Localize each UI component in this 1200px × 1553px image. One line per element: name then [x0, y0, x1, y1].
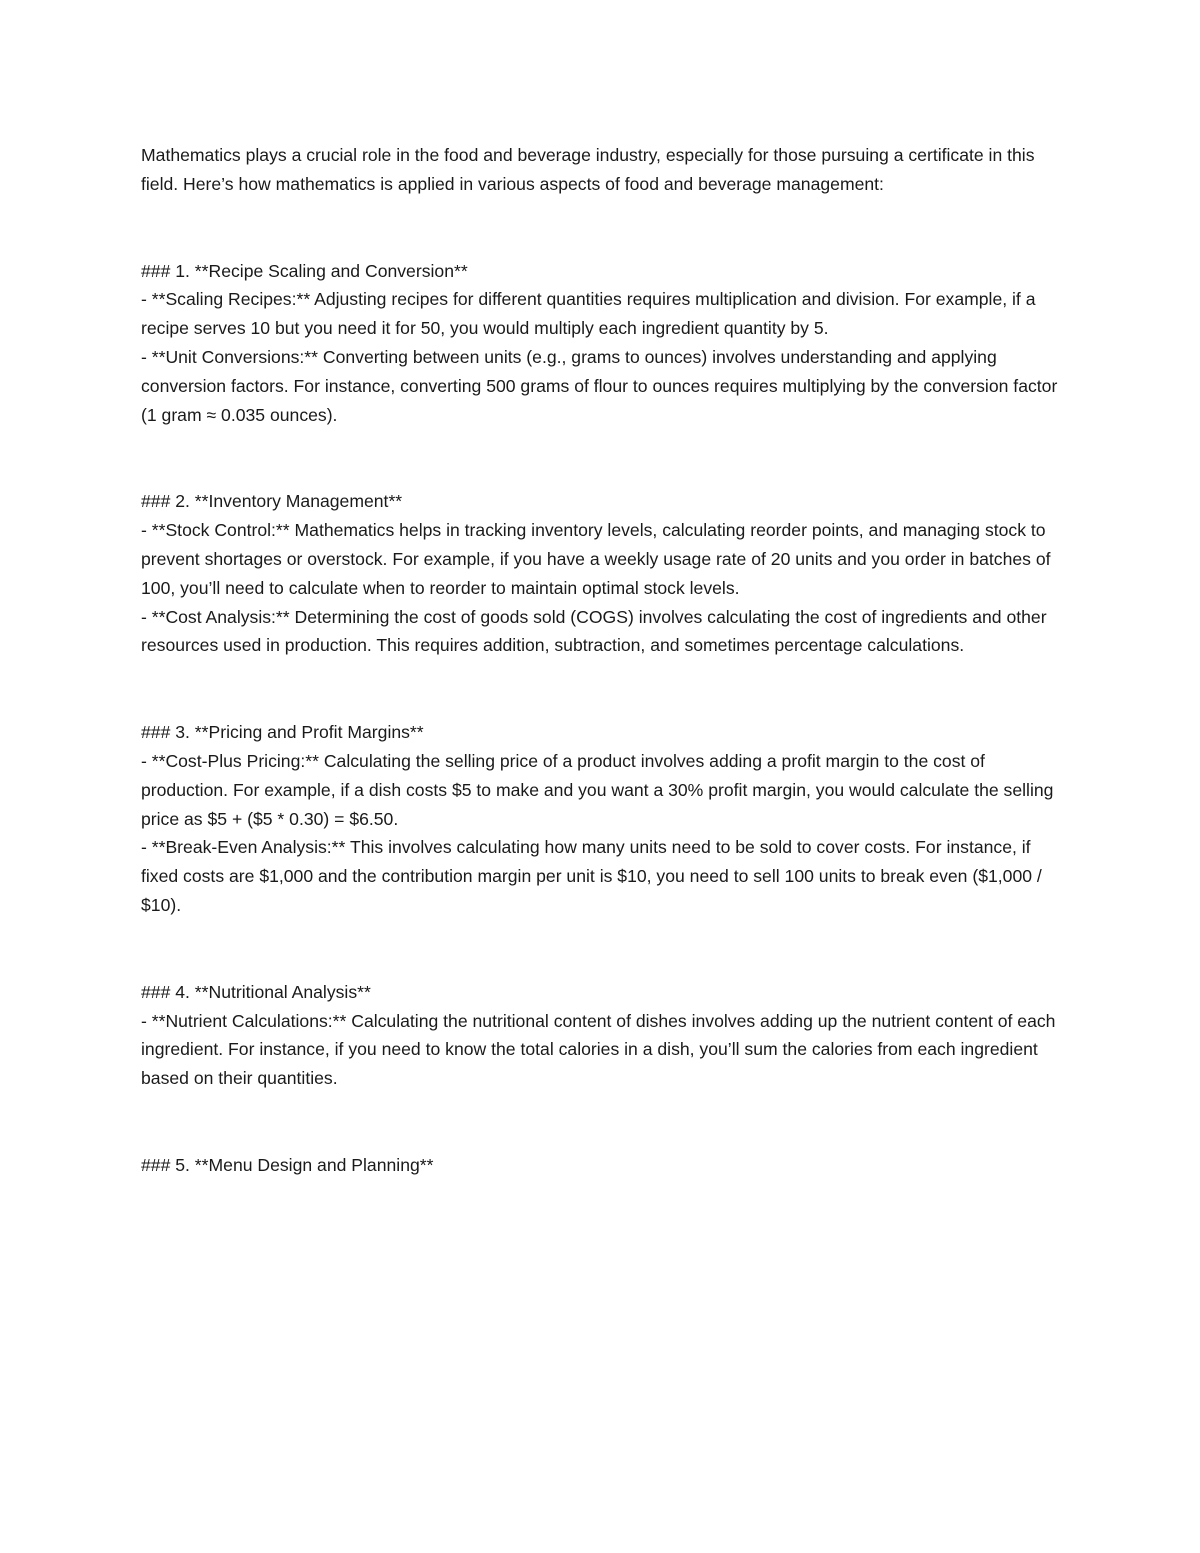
- section-2-item-stock-control: - **Stock Control:** Mathematics helps in tracking inventory levels, calculating reorder points, and managing stock to prevent shortages or overstock. For example, if you have a weekly usage rate of 20 units and you order in batches of 100, you’ll need to calculate when to reorder to maintain optimal stock levels.: [141, 520, 1051, 598]
- section-2-heading: ### 2. **Inventory Management**: [141, 491, 403, 512]
- section-5-heading: ### 5. **Menu Design and Planning**: [141, 1154, 434, 1175]
- section-1-heading: ### 1. **Recipe Scaling and Conversion**: [141, 260, 468, 281]
- section-4-item-nutrient-calculations: - **Nutrient Calculations:** Calculating the nutritional content of dishes involves adding up the nutrient content of each ingredient. For instance, if you need to know the total calories in a dish, you’ll sum the calories from each ingredient based on their quantities.: [141, 1010, 1056, 1089]
- section-3-item-break-even-analysis: - **Break-Even Analysis:** This involves calculating how many units need to be sold to cover costs. For instance, if fixed costs are $1,000 and the contribution margin per unit is $10, you need to sell 100 units to break even ($1,000 / $10).: [141, 837, 1042, 915]
- section-1-item-unit-conversions: - **Unit Conversions:** Converting between units (e.g., grams to ounces) involves understanding and applying conversion factors. For instance, converting 500 grams of flour to ounces requires multiplying by the conversion factor (1 gram ≈ 0.035 ounces).: [141, 346, 1058, 425]
- document-body: [141, 141, 1061, 1180]
- section-3-item-cost-plus-pricing: - **Cost-Plus Pricing:** Calculating the selling price of a product involves adding a profit margin to the cost of production. For example, if a dish costs $5 to make and you want a 30% profit margin, you would calculate the selling price as $5 + ($5 * 0.30) = $6.50.: [141, 750, 1054, 829]
- section-1-item-scaling-recipes: - **Scaling Recipes:** Adjusting recipes for different quantities requires multiplication and division. For example, if a recipe serves 10 but you need it for 50, you would multiply each ingredient quantity by 5.: [141, 289, 1036, 339]
- section-4-heading: ### 4. **Nutritional Analysis**: [141, 981, 371, 1002]
- intro-paragraph: Mathematics plays a crucial role in the food and beverage industry, especially for those pursuing a certificate in this field. Here’s how mathematics is applied in various aspects of food and beverage management:: [141, 145, 1035, 194]
- section-3-heading: ### 3. **Pricing and Profit Margins**: [141, 722, 424, 743]
- section-2-item-cost-analysis: - **Cost Analysis:** Determining the cost of goods sold (COGS) involves calculating the cost of ingredients and other resources used in production. This requires addition, subtraction, and sometimes percentage calculations.: [141, 606, 1047, 656]
